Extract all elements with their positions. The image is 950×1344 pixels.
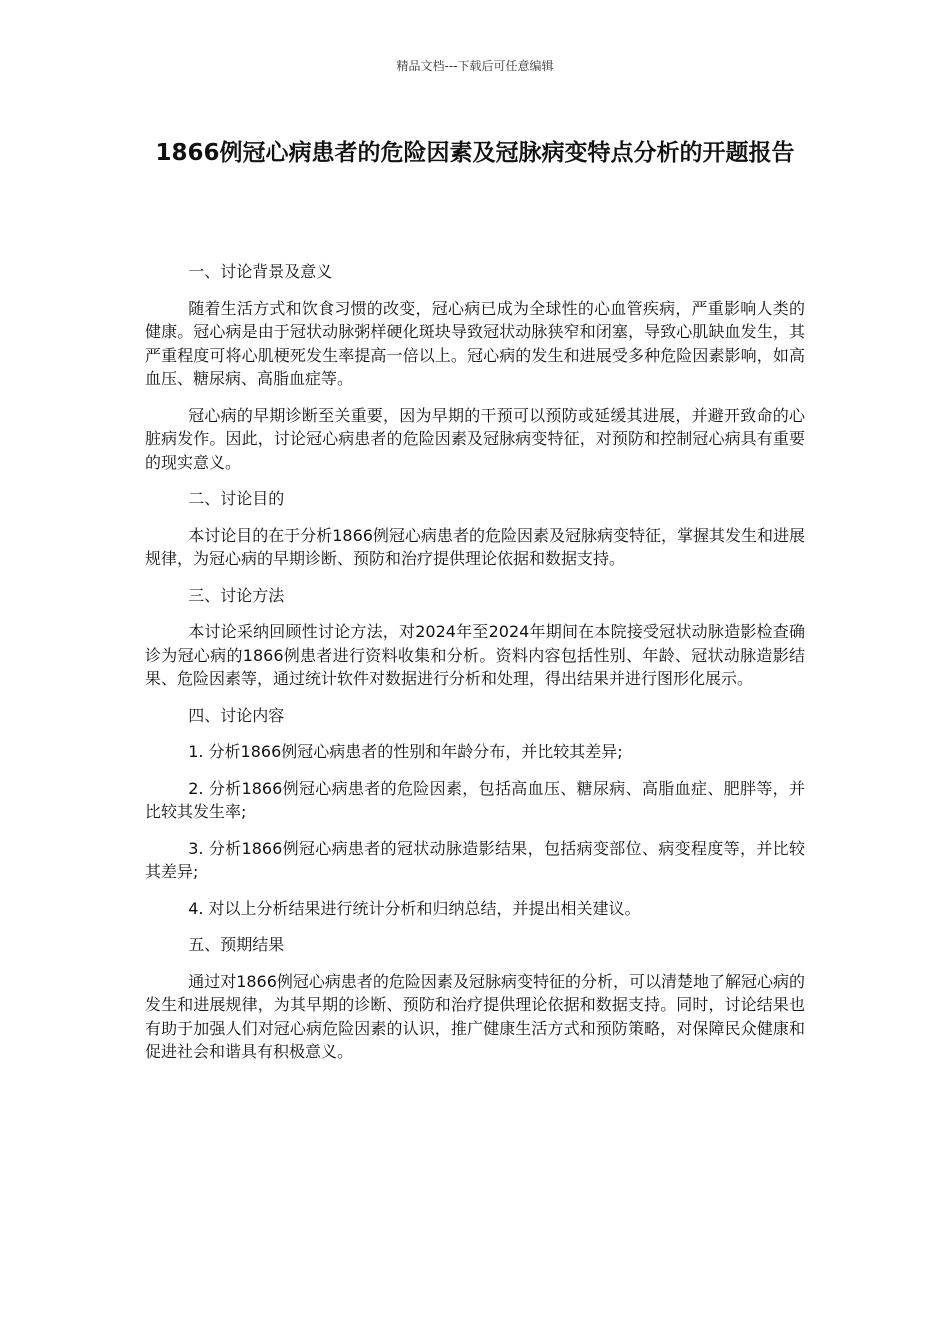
paragraph: 本讨论目的在于分析1866例冠心病患者的危险因素及冠脉病变特征，掌握其发生和进展规律，为冠心病的早期诊断、预防和治疗提供理论依据和数据支持。 [145, 525, 805, 568]
paragraph: 随着生活方式和饮食习惯的改变，冠心病已成为全球性的心血管疾病，严重影响人类的健康。冠心病是由于冠状动脉粥样硬化斑块导致冠状动脉狭窄和闭塞，导致心肌缺血发生，其严重程度可将心肌梗死发生率提高一倍以上。冠心病的发生和进展受多种危险因素影响，如高血压、糖尿病、高脂血症等。 [145, 298, 805, 388]
section-heading: 四、讨论内容 [188, 705, 285, 725]
list-item: 2. 分析1866例冠心病患者的危险因素，包括高血压、糖尿病、高脂血症、肥胖等，并比较其发生率; [145, 778, 805, 821]
page-header: 精品文档---下载后可任意编辑 [396, 59, 554, 73]
paragraph: 冠心病的早期诊断至关重要，因为早期的干预可以预防或延缓其进展，并避开致命的心脏病发作。因此，讨论冠心病患者的危险因素及冠脉病变特征，对预防和控制冠心病具有重要的现实意义。 [145, 405, 805, 472]
section-content [145, 704, 805, 921]
section-heading: 一、讨论背景及意义 [188, 262, 333, 281]
list-item: 3. 分析1866例冠心病患者的冠状动脉造影结果，包括病变部位、病变程度等，并比较其差异; [145, 838, 805, 881]
section-method [145, 584, 805, 691]
section-heading: 五、预期结果 [188, 935, 285, 954]
section-purpose [145, 487, 805, 571]
section-expected-results [145, 933, 805, 1064]
paragraph: 本讨论采纳回顾性讨论方法，对2024年至2024年期间在本院接受冠状动脉造影检查确诊为冠心病的1866例患者进行资料收集和分析。资料内容包括性别、年龄、冠状动脉造影结果、危险因素等，通过统计软件对数据进行分析和处理，得出结果并进行图形化展示。 [145, 622, 805, 688]
paragraph: 通过对1866例冠心病患者的危险因素及冠脉病变特征的分析，可以清楚地了解冠心病的发生和进展规律，为其早期的诊断、预防和治疗提供理论依据和数据支持。同时，讨论结果也有助于加强人们对冠心病危险因素的认识，推广健康生活方式和预防策略，对保障民众健康和促进社会和谐具有积极意义。 [145, 971, 805, 1061]
section-heading: 二、讨论目的 [188, 489, 285, 508]
section-heading: 三、讨论方法 [188, 585, 285, 605]
section-background [145, 260, 805, 474]
document-body [145, 260, 805, 1077]
document-title: 1866例冠心病患者的危险因素及冠脉病变特点分析的开题报告 [155, 140, 795, 166]
list-item: 1. 分析1866例冠心病患者的性别和年龄分布，并比较其差异; [188, 742, 623, 761]
list-item: 4. 对以上分析结果进行统计分析和归纳总结，并提出相关建议。 [188, 898, 641, 918]
